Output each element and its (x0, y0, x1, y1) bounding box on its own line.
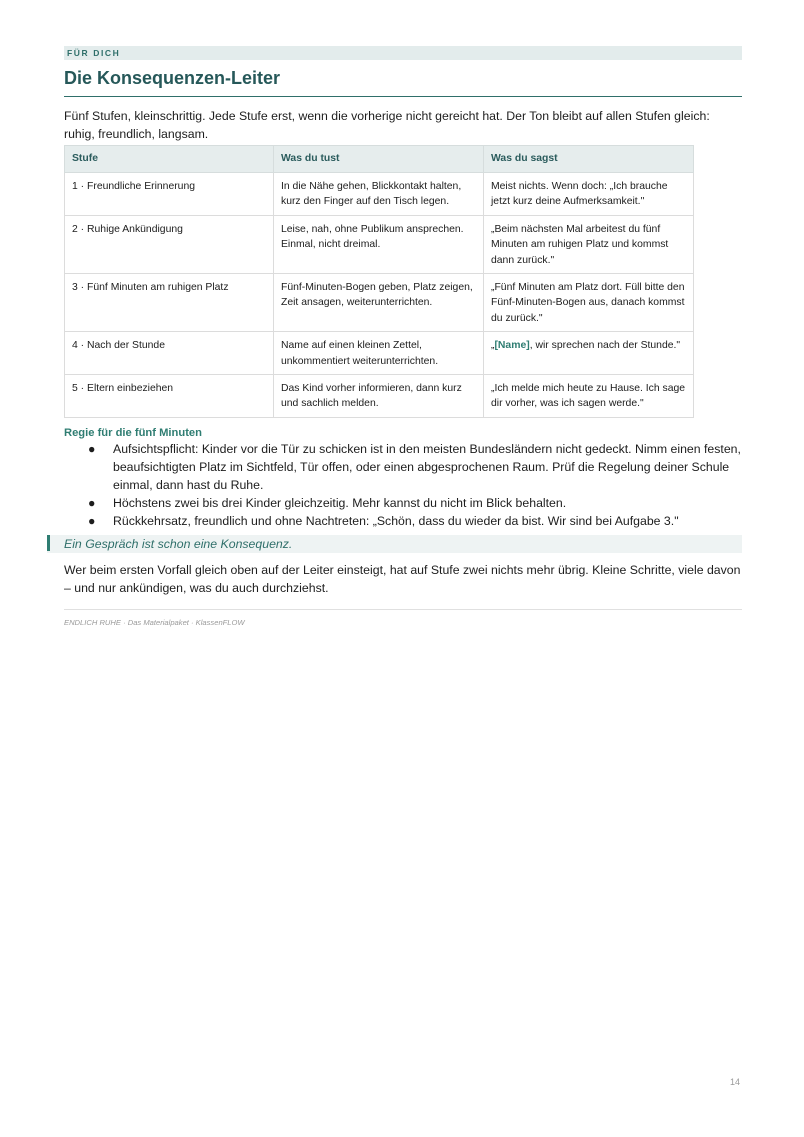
list-item-text: Aufsichtspflicht: Kinder vor die Tür zu schicken ist in den meisten Bundesländern nicht gedeckt. Nimm einen festen, beaufsichtigten Platz im Sichtfeld, Tür offen, oder einen abgesprochenen Raum. Prüf die Regelung deiner Schule einmal, dann hast du Ruhe. (113, 441, 741, 492)
list-item (64, 512, 742, 530)
regie-list (64, 440, 742, 530)
table-row (65, 332, 694, 375)
intro-paragraph: Fünf Stufen, kleinschrittig. Jede Stufe erst, wenn die vorherige nicht gereicht hat. Der Ton bleibt auf allen Stufen gleich: ruhig, freundlich, langsam. (64, 109, 710, 141)
column-header-stufe: Stufe (65, 146, 274, 173)
cell-stufe: 5 · Eltern einbeziehen (65, 375, 274, 418)
cell-stufe: 4 · Nach der Stunde (65, 332, 274, 375)
footer-text: ENDLICH RUHE · Das Materialpaket · KlassenFLOW (64, 617, 245, 627)
cell-tust: Name auf einen kleinen Zettel, unkommentiert weiterunterrichten. (274, 332, 484, 375)
page-title: Die Konsequenzen-Leiter (64, 68, 742, 97)
quote-rest: , wir sprechen nach der Stunde." (529, 340, 681, 352)
closing-paragraph: Wer beim ersten Vorfall gleich oben auf der Leiter einsteigt, hat auf Stufe zwei nichts mehr übrig. Kleine Schritte, viele davon – und nur ankündigen, was du auch durchziehst. (64, 562, 741, 595)
callout-quote (47, 535, 742, 553)
bullet-icon: ● (88, 513, 96, 528)
section-kicker: FÜR DICH (64, 46, 742, 60)
cell-tust: Das Kind vorher informieren, dann kurz und sachlich melden. (274, 375, 484, 418)
cell-stufe: 1 · Freundliche Erinnerung (65, 173, 274, 216)
cell-tust: In die Nähe gehen, Blickkontakt halten, kurz den Finger auf den Tisch legen. (274, 173, 484, 216)
cell-sagst (484, 332, 694, 375)
regie-heading: Regie für die fünf Minuten (64, 426, 202, 439)
list-item (64, 440, 742, 494)
column-header-sagst: Was du sagst (484, 146, 694, 173)
cell-tust: Leise, nah, ohne Publikum ansprechen. Einmal, nicht dreimal. (274, 215, 484, 273)
table-row (65, 173, 694, 216)
name-placeholder-tag: [Name] (494, 340, 530, 352)
bullet-icon: ● (88, 495, 96, 510)
quote-text: Ein Gespräch ist schon eine Konsequenz. (64, 536, 293, 551)
table-row (65, 274, 694, 332)
footer-divider (64, 609, 742, 610)
page (64, 46, 742, 627)
cell-stufe: 2 · Ruhige Ankündigung (65, 215, 274, 273)
page-number: 14 (729, 1077, 740, 1087)
table-header-row (65, 146, 694, 173)
cell-sagst: Meist nichts. Wenn doch: „Ich brauche jetzt kurz deine Aufmerksamkeit." (484, 173, 694, 216)
quote-open: „ (491, 340, 495, 352)
list-item-text: Rückkehrsatz, freundlich und ohne Nachtreten: „Schön, dass du wieder da bist. Wir sind bei Aufgabe 3." (113, 513, 679, 528)
cell-sagst: „Fünf Minuten am Platz dort. Füll bitte den Fünf-Minuten-Bogen aus, danach kommst du zurück." (484, 274, 694, 332)
quote-accent-bar (47, 535, 50, 551)
table-row (65, 215, 694, 273)
consequences-table (64, 145, 694, 418)
list-item (64, 494, 742, 512)
bullet-icon: ● (88, 441, 96, 456)
cell-sagst: „Beim nächsten Mal arbeitest du fünf Minuten am ruhigen Platz und kommst dann zurück." (484, 215, 694, 273)
column-header-tust: Was du tust (274, 146, 484, 173)
cell-sagst: „Ich melde mich heute zu Hause. Ich sage dir vorher, was ich sagen werde." (484, 375, 694, 418)
cell-tust: Fünf-Minuten-Bogen geben, Platz zeigen, Zeit ansagen, weiterunterrichten. (274, 274, 484, 332)
list-item-text: Höchstens zwei bis drei Kinder gleichzeitig. Mehr kannst du nicht im Blick behalten. (113, 495, 567, 510)
table-row (65, 375, 694, 418)
cell-stufe: 3 · Fünf Minuten am ruhigen Platz (65, 274, 274, 332)
